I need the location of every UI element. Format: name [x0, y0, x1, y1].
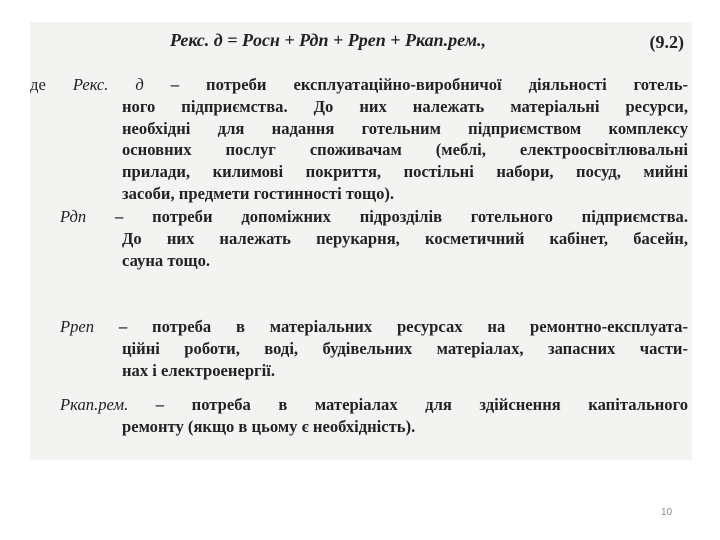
definition-line: – потреба в матеріальних ресурсах на ремонтно-експлуата-	[118, 317, 688, 336]
formula	[170, 30, 690, 51]
definition-lead: де	[30, 75, 46, 94]
formula-text: Рекс. д = Рocн + Рдп + Рреп + Ркап.рем.,	[170, 30, 487, 50]
equation-number: (9.2)	[649, 32, 684, 52]
definition-line: необхідні для надання готельним підприємством комплексу	[122, 118, 688, 138]
definition-term: Ркап.рем.	[60, 395, 129, 414]
definition-term: Рдп	[60, 207, 87, 226]
definition-line: прилади, килимові покриття, постільні набори, посуд, мийні	[122, 162, 688, 182]
definition-line: ного підприємства. До них належать матеріальні ресурси,	[122, 96, 688, 116]
definition-line: нах і електроенергії.	[122, 360, 275, 380]
definition-line: сауна тощо.	[122, 250, 211, 270]
definition-rkap	[30, 394, 688, 438]
definition-line: – потреби допоміжних підрозділів готельного підприємства.	[115, 207, 688, 226]
page-number: 10	[661, 507, 673, 518]
definition-line: ремонту (якщо в цьому є необхідність).	[122, 416, 416, 436]
definition-rrep	[30, 316, 688, 381]
definition-line: засоби, предмети гостинності тощо).	[122, 183, 395, 203]
definition-term: Рреп	[60, 317, 95, 336]
definition-line: – потреба в матеріалах для здійснення капітального	[155, 395, 688, 414]
definition-term: Рекс. д	[72, 75, 144, 94]
definition-rdp	[30, 206, 688, 271]
scanned-page	[30, 22, 692, 460]
definition-line: До них належать перукарня, косметичний кабінет, басейн,	[122, 228, 688, 248]
definition-line: – потреби експлуатаційно-виробничої діяльності готель-	[170, 75, 688, 94]
definition-line: ційні роботи, воді, будівельних матеріалах, запасних части-	[122, 338, 688, 358]
definition-line: основних послуг споживачам (меблі, електроосвітлювальні	[122, 140, 688, 160]
definition-rex	[30, 74, 688, 205]
